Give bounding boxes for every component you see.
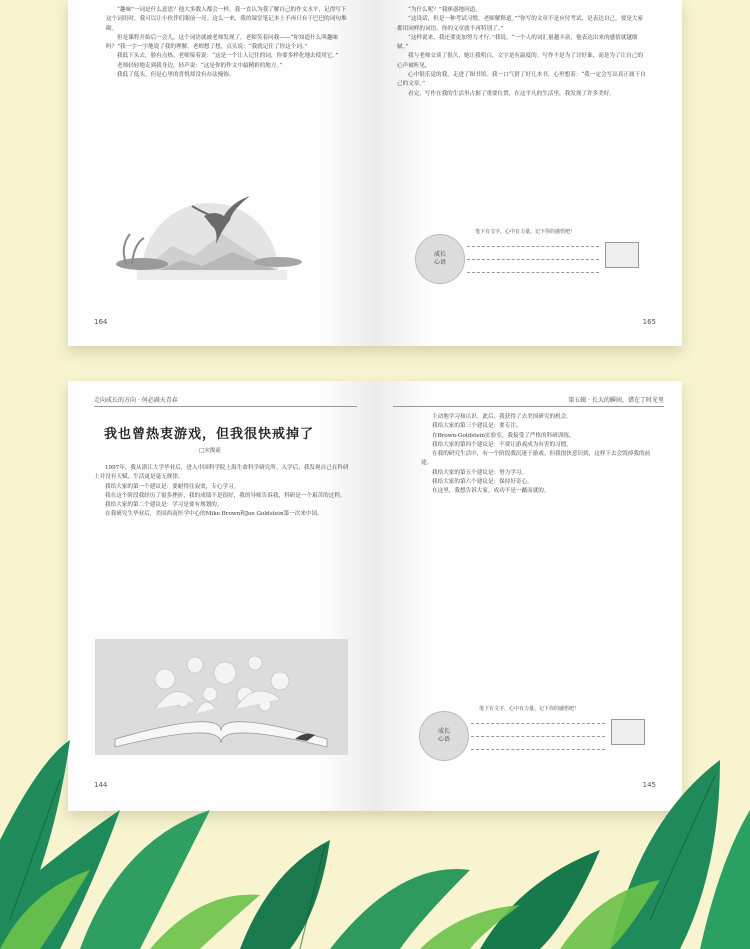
page-144-text [94,464,352,632]
page-number: 165 [642,318,656,326]
paragraph: 我给大家的第六个建议是：保持好奇心。 [432,479,533,486]
paragraph: “这样说来，我还要更加努力才行。”我说。“一个人的词汇量越丰富，他表达出来的感情就越细腻。” [397,34,638,51]
note-slogan: 笔下有文字，心中有力量。记下你的感悟吧！ [479,706,580,712]
tropical-leaves-decoration [0,720,750,949]
paragraph: 心中很乐觉的我，走进了图书馆。我一口气借了好几本书，心里想着：“我一定会写出真正属于自己的文章。” [397,72,646,88]
page-165-text [397,6,647,216]
paragraph: “趣味”一词是什么意思？他大多数人都会一样。我一直认为我了解自己的作文水平，记得写下这个词语时，我可以让小伙伴们眼前一亮。这么一来，我的课堂笔记本上不再只有干巴巴的词句堆砌。 [106,7,347,32]
page-number: 164 [94,318,108,326]
note-writing-line[interactable] [467,246,599,247]
paragraph: 我在这个阶段我经历了很多挫折，我的成绩不是很好，我的导师告诉我，科研是一个艰苦的过程。 [105,492,346,499]
postmark-icon [605,242,639,268]
page-164 [68,0,375,346]
page-number: 144 [94,781,108,789]
paragraph: 我给大家的第五个建议是：努力学习。 [432,469,528,476]
crane-landscape-illustration [102,176,312,286]
paragraph: 在这里，我想告诉大家，成功不是一蹴而就的。 [432,488,550,495]
stamp-label: 成长 心语 [437,728,450,743]
page-number: 145 [642,781,656,789]
paragraph: 看完，写作在我的生活里占据了重要位置，在这平凡的生活里，我发现了许多美好。 [408,90,615,97]
paragraph: 在我的研究生活中，有一个阶段我沉迷于游戏。但我很快意识到，这样下去会毁掉我的前途。 [421,451,651,467]
paragraph: 1997年，我从浙江大学毕业后，进入中国科学院上海生命科学研究所。入学后，我发现自己在科研上并没有天赋，生活更是毫无规律。 [94,465,349,481]
paragraph: 老师轻轻地走到我身边，轻声说：“这是你的作文中最精彩的地方。” [117,62,283,69]
page-145-text [421,413,661,693]
paragraph: 我与老师交谈了很久，她让我明白，文字是有温度的。写作不是为了讨好谁，而是为了让自己的心声被听见。 [397,53,643,69]
running-header: 第五辑 · 长大的瞬间，错在了时光里 [568,397,664,404]
page-164-text [106,6,352,164]
note-writing-line[interactable] [467,272,599,273]
reflection-note-box [415,226,641,290]
paragraph: 主动地学习和认识。此后，我获得了去美国研究的机会。 [432,414,572,420]
article-title: 我也曾热衷游戏，但我很快戒掉了 [104,427,315,442]
note-writing-line[interactable] [467,259,599,260]
paragraph: 我给大家的第二个建议是：学习是要有规划的。 [105,502,223,509]
paragraph: “为什么呢？”我痑惑地问道。 [408,7,481,13]
paragraph: 我给大家的第一个建议是：要耐得住寂寞，专心学习。 [105,483,240,490]
top-book-spread [68,0,682,346]
header-rule [94,406,357,407]
growth-stamp-badge [415,234,465,284]
paragraph: 但是课程开始后一会儿，这个词语就被老师发现了。老师笑着问我——“你知道什么叫趣味吗？”我一字一字地说了我的理解，老师想了想，点头说：“我就记住了你这个词。” [106,34,339,51]
page-165 [375,0,682,346]
header-rule [393,406,664,407]
stamp-label: 成长 心语 [433,251,446,266]
paragraph: 在Brown-Goldstein实验室，我接受了严格的科研训练。 [432,432,575,439]
article-author: □宋俊豪 [199,448,221,454]
paragraph: “这设话，但是一种考试习惯，老师解释道。”“你写的文章不是应付考试，是表达自己。要是大家都用同样的词语，你的文章就不再特别了。” [397,16,644,32]
paragraph: 我给大家的第四个建议是：不要让游戏成为有害的习惯。 [432,441,572,448]
paragraph: 在我研究生毕业后，美国西南医学中心的Mike Brown和Joe Goldstein第一次来中国。 [105,511,323,518]
paragraph: 我给大家的第三个建议是：要专注。 [432,423,522,430]
note-slogan: 笔下有文字，心中有力量。记下你的感悟吧！ [475,229,576,235]
running-header: 走向成长的方向 · 何必满天青春 [94,397,178,404]
paragraph: 我低了低头，但是心里的喜悦却没有办法掩饰。 [117,72,235,79]
paragraph: 我低下头去，脸有点热。老师接着说：“这是一个让人记住的词，你要多样化地去使用它。” [117,53,339,60]
